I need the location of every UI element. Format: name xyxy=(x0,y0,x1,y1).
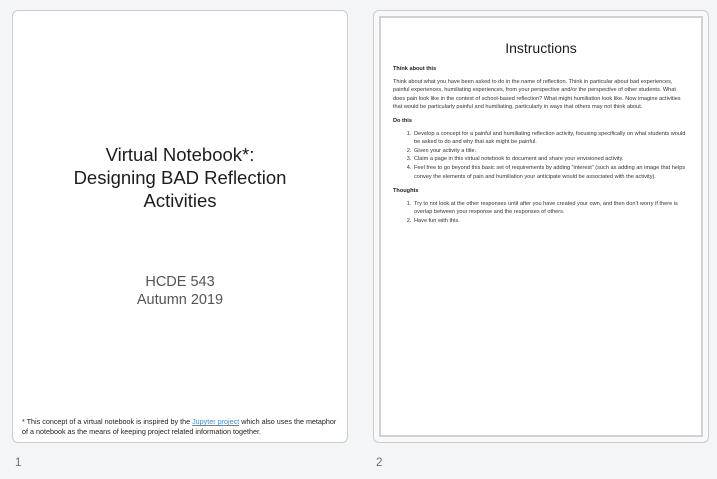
list-item: 1. Develop a concept for a painful and humiliating reflection activity, focusing specifically on what students would be asked to do and why that ask might be painful. xyxy=(413,130,689,147)
footnote-text: * This concept of a virtual notebook is inspired by the xyxy=(22,417,193,426)
slide-title-line: Virtual Notebook*: xyxy=(105,144,255,165)
slide-heading: Instructions xyxy=(505,40,577,56)
slide-title xyxy=(13,143,347,212)
course-code: HCDE 543 xyxy=(145,274,215,290)
jupyter-link[interactable]: Jupyter project xyxy=(192,417,240,426)
slide-title-line: Designing BAD Reflection xyxy=(73,167,287,188)
slide-thumbnail-2[interactable] xyxy=(373,10,709,443)
section-title: Thoughts xyxy=(393,188,419,195)
section-paragraph: Think about what you have been asked to do in the name of reflection. Think in particular about bad experiences, painful experiences, humiliating experiences, from your perspective and/or the perspective of other students. What does pain look like in the context of school-based reflection? What might humiliation look like. Now imagine activities that would be particularly painful and humiliating, particularly in ways that others may not think about. xyxy=(393,78,681,111)
term: Autumn 2019 xyxy=(136,292,224,308)
list-item: 3. Claim a page in this virtual notebook to document and share your envisioned activity. xyxy=(413,155,689,164)
slide-number-2: 2 xyxy=(376,457,383,469)
slide-content-frame xyxy=(379,16,703,437)
list-item: 2. Have fun with this. xyxy=(413,217,689,226)
footnote-text: which also uses the metaphor of a notebook as the means of keeping project related information together. xyxy=(22,417,337,436)
list-item: 1. Try to not look at the other responses until after you have created your own, and then don’t worry if there is overlap between your response and the responses of others. xyxy=(413,200,689,217)
list-item: 2. Given your activity a title. xyxy=(413,147,689,156)
section-title: Do this xyxy=(393,117,412,124)
slide-number-1: 1 xyxy=(15,457,22,469)
list-item: 4. Feel free to go beyond this basic set of requirements by adding “interest” (such as adding an image that helps convey the elements of pain and humiliation your anticipate would be associated with the activity). xyxy=(413,164,689,181)
slide-title-line: Activities xyxy=(143,190,217,211)
slide-subtitle xyxy=(13,273,347,309)
section-title: Think about this xyxy=(393,66,437,72)
footnote xyxy=(22,417,339,437)
do-list xyxy=(393,130,689,182)
instructions-body xyxy=(393,65,689,232)
thoughts-list xyxy=(393,200,689,226)
slide-thumbnail-1[interactable] xyxy=(12,10,348,443)
